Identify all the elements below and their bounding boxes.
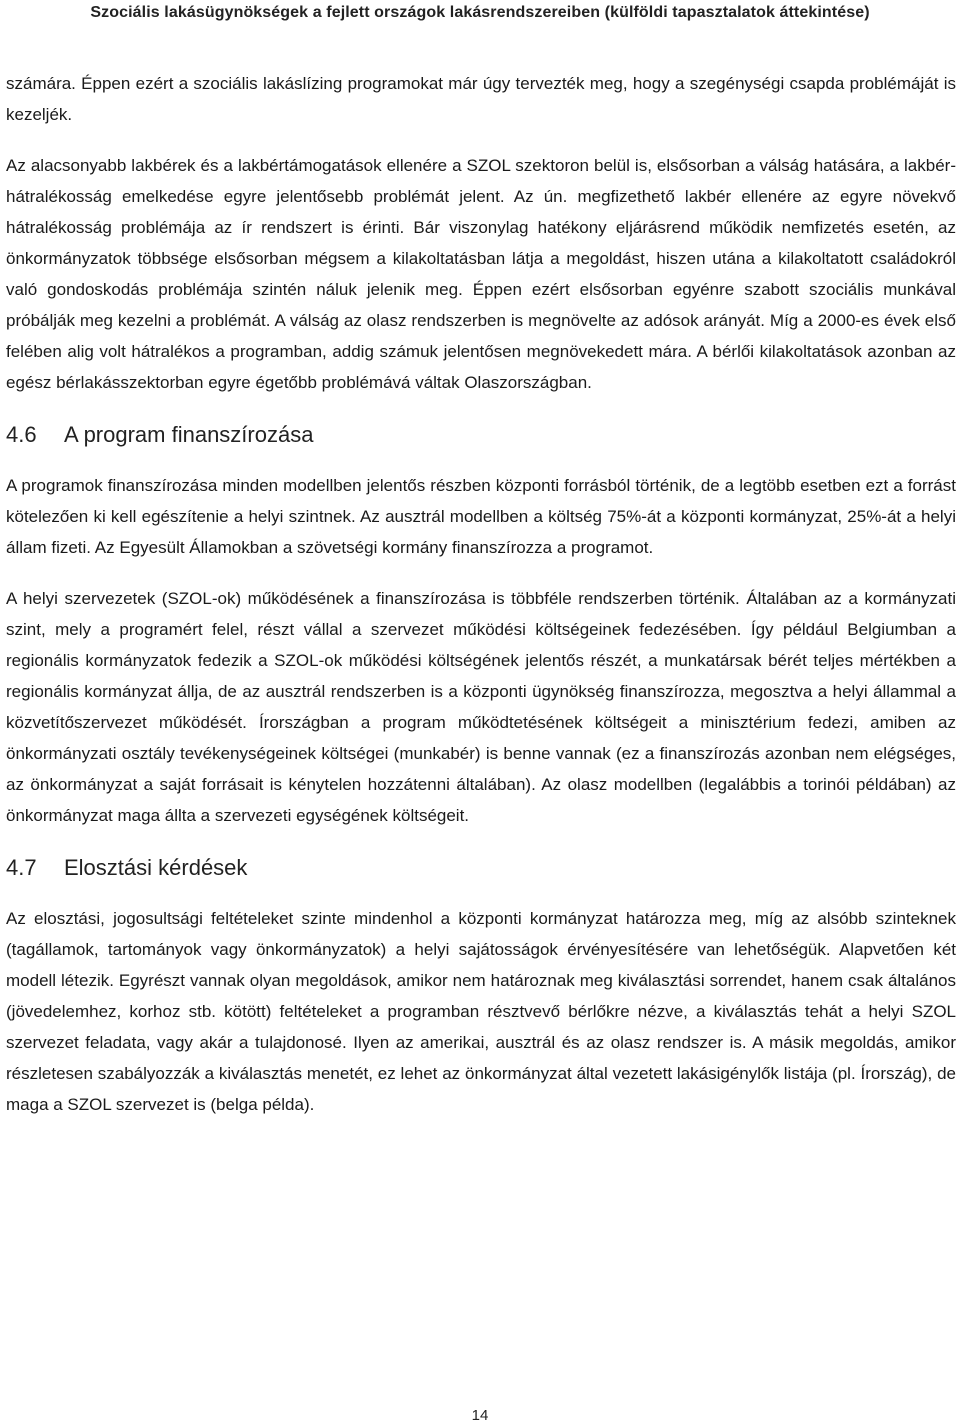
section-title: A program finanszírozása [64, 422, 314, 447]
paragraph-arrears: Az alacsonyabb lakbérek és a lakbértámogatások ellenére a SZOL szektoron belül is, elsősorban a válság hatására, a lakbér-hátralékosság emelkedése egyre jelentősebb problémát jelent. Az ún. megfizethető lakbér ellenére az egyre növekvő hátralékosság problémája az ír rendszert is érinti. Bár viszonylag hatékony eljárásrend működik nemfizetés esetén, az önkormányzatok többsége elsősorban mégsem a kilakoltatásban látja a megoldást, hiszen utána a kilakoltatott családokról való gondoskodás problémája szintén náluk jelenik meg. Éppen ezért elsősorban egyénre szabott szociális munkával próbálják meg kezelni a problémát. A válság az olasz rendszerben is megnövelte az adósok arányát. Míg a 2000-es évek első felében alig volt hátralékos a programban, addig számuk jelentősen megnövekedett mára. A bérlői kilakoltatások azonban az egész bérlakásszektorban egyre égetőbb problémává váltak Olaszországban. [6, 156, 956, 392]
paragraph-continuation: számára. Éppen ezért a szociális lakáslízing programokat már úgy tervezték meg, hogy a szegénységi csapda problémáját is kezeljék. [6, 74, 956, 124]
section-number: 4.6 [6, 422, 37, 447]
page-number: 14 [471, 1407, 489, 1424]
section-heading-4-6 [6, 418, 956, 452]
section-number: 4.7 [6, 855, 37, 880]
page-content [6, 68, 956, 1140]
section-title: Elosztási kérdések [64, 855, 248, 880]
paragraph-financing-local: A helyi szervezetek (SZOL-ok) működésének a finanszírozása is többféle rendszerben történik. Általában az a kormányzati szint, mely a programért felel, részt vállal a szervezet működési költségeinek fedezésében. Így például Belgiumban a regionális kormányzatok fedezik a SZOL-ok működési költségének jelentős részét, a munkatársak bérét teljes mértékben a regionális kormányzat állja, de az ausztrál rendszerben is a központi ügynökség finanszírozza, megosztva a helyi állammal a közvetítőszervezet működését. Írországban a program működtetésének költségeit a minisztérium fedezi, amiben az önkormányzati osztály tevékenységeinek költségei (munkabér) is benne vannak (ez a finanszírozás azonban nem elégséges, az önkormányzat a saját forrásait is kénytelen hozzátenni általában). Az olasz modellben (legalábbis a torinói példában) az önkormányzat maga állta a szervezeti egységének költségeit. [6, 589, 956, 825]
running-header: Szociális lakásügynökségek a fejlett országok lakásrendszereiben (külföldi tapasztalatok áttekintése) [90, 4, 870, 21]
paragraph-financing-central: A programok finanszírozása minden modellben jelentős részben központi forrásból történik, de a legtöbb esetben ezt a forrást kötelezően ki kell egészítenie a helyi szintnek. Az ausztrál modellben a költség 75%-át a központi kormányzat, 25%-át a helyi állam fizeti. Az Egyesült Államokban a szövetségi kormány finanszírozza a programot. [6, 476, 956, 557]
section-heading-4-7 [6, 851, 956, 885]
paragraph-allocation: Az elosztási, jogosultsági feltételeket szinte mindenhol a központi kormányzat határozza meg, míg az alsóbb szinteknek (tagállamok, tartományok vagy önkormányzatok) a helyi sajátosságok érvényesítésére van lehetőségük. Alapvetően két modell létezik. Egyrészt vannak olyan megoldások, amikor nem határoznak meg kiválasztási sorrendet, hanem csak általános (jövedelemhez, korhoz stb. kötött) feltételeket a programban résztvevő bérlőkre nézve, a kiválasztás tehát a helyi SZOL szervezet feladata, vagy akár a tulajdonosé. Ilyen az amerikai, ausztrál és az olasz rendszer is. A másik megoldás, amikor részletesen szabályozzák a kiválasztás menetét, ez lehet az önkormányzat által vezetett lakásigénylők listája (pl. Írország), de maga a SZOL szervezet is (belga példa). [6, 909, 956, 1114]
